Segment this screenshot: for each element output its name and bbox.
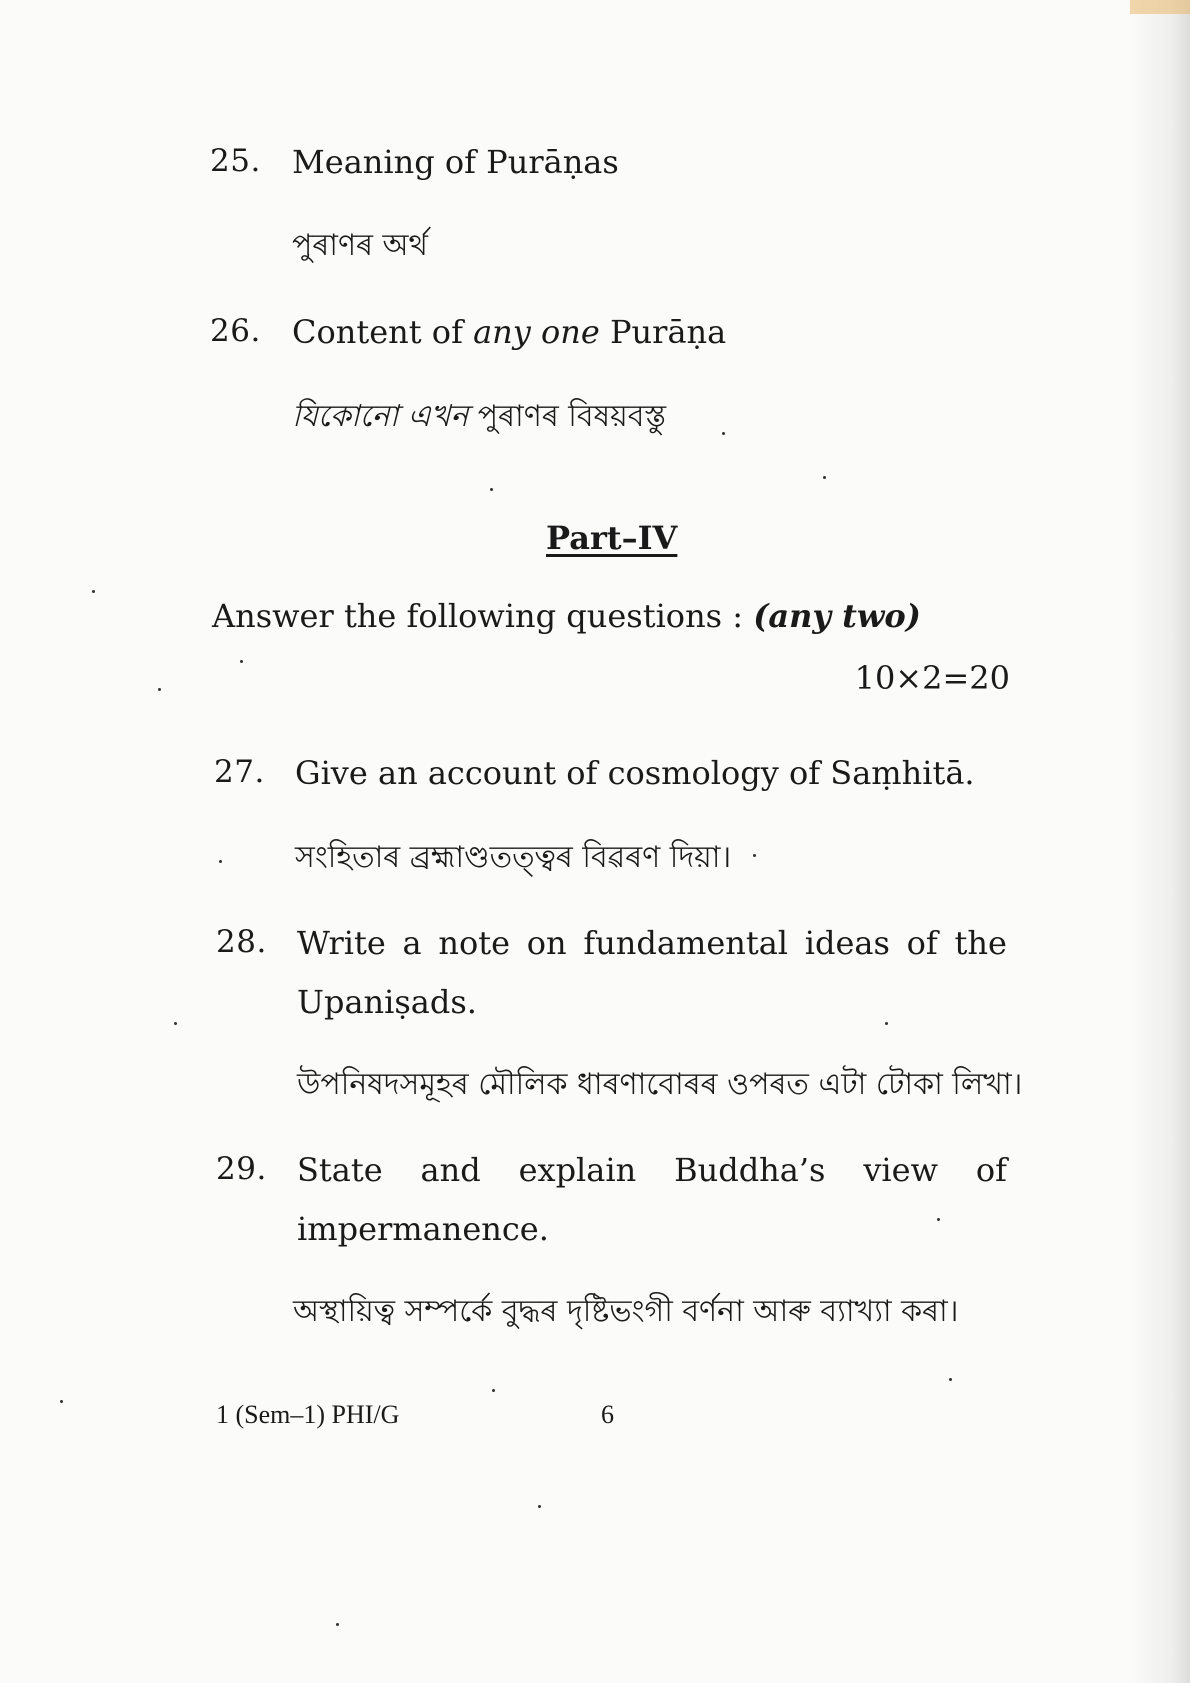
scan-speck bbox=[240, 660, 243, 663]
scan-speck bbox=[60, 1400, 63, 1403]
question-28-number: 28. bbox=[216, 924, 267, 960]
question-28-english-line1: Write a note on fundamental ideas of the bbox=[297, 924, 1007, 962]
scan-speck bbox=[949, 1378, 952, 1381]
question-25-assamese: পুৰাণৰ অৰ্থ bbox=[292, 228, 428, 263]
page-number: 6 bbox=[601, 1400, 614, 1429]
question-26-english: Content of any one Purāṇa bbox=[292, 313, 727, 351]
question-29-assamese: অস্থায়িত্ব সম্পৰ্কে বুদ্ধৰ দৃষ্টিভংগী বৰ্ণনা আৰু ব্যাখ্যা কৰা। bbox=[293, 1294, 959, 1329]
question-28-english-line2: Upaniṣads. bbox=[297, 983, 477, 1021]
question-27-assamese: সংহিতাৰ ব্ৰহ্মাণ্ডতত্ত্বৰ বিৱৰণ দিয়া। bbox=[295, 840, 732, 875]
part-heading: Part–IV bbox=[546, 519, 678, 557]
footer-paper-code: 1 (Sem–1) PHI/G bbox=[216, 1400, 400, 1429]
scan-speck bbox=[823, 476, 826, 479]
scan-speck bbox=[753, 854, 756, 857]
question-29-english-line2: impermanence. bbox=[297, 1210, 549, 1248]
scan-speck bbox=[490, 488, 493, 491]
page-corner-stain bbox=[1130, 0, 1190, 14]
question-28-assamese: উপনিষদসমূহৰ মৌলিক ধাৰণাবোৰৰ ওপৰত এটা টোকা লিখা। bbox=[297, 1067, 1023, 1102]
question-26-number: 26. bbox=[210, 313, 261, 349]
scan-speck bbox=[92, 590, 95, 593]
scan-speck bbox=[538, 1505, 541, 1508]
scan-speck bbox=[219, 860, 222, 863]
scan-speck bbox=[174, 1022, 177, 1025]
question-25-number: 25. bbox=[210, 143, 261, 179]
part-marks: 10×2=20 bbox=[854, 659, 1010, 697]
question-27-number: 27. bbox=[214, 754, 265, 790]
scan-speck bbox=[937, 1218, 940, 1221]
question-29-english-line1: State and explain Buddha’s view of bbox=[297, 1151, 1007, 1189]
question-27-english: Give an account of cosmology of Saṃhitā. bbox=[295, 754, 975, 792]
scan-speck bbox=[336, 1623, 339, 1626]
question-29-number: 29. bbox=[216, 1151, 267, 1187]
page-edge-shadow bbox=[1130, 0, 1190, 1683]
question-25-english: Meaning of Purāṇas bbox=[292, 143, 619, 181]
scan-speck bbox=[885, 1022, 888, 1025]
scan-speck bbox=[492, 1389, 495, 1392]
question-26-assamese: যিকোনো এখন পুৰাণৰ বিষয়বস্তু bbox=[292, 399, 667, 434]
scan-speck bbox=[722, 432, 725, 435]
scan-speck bbox=[158, 688, 161, 691]
part-instruction: Answer the following questions : (any two) bbox=[212, 597, 921, 635]
